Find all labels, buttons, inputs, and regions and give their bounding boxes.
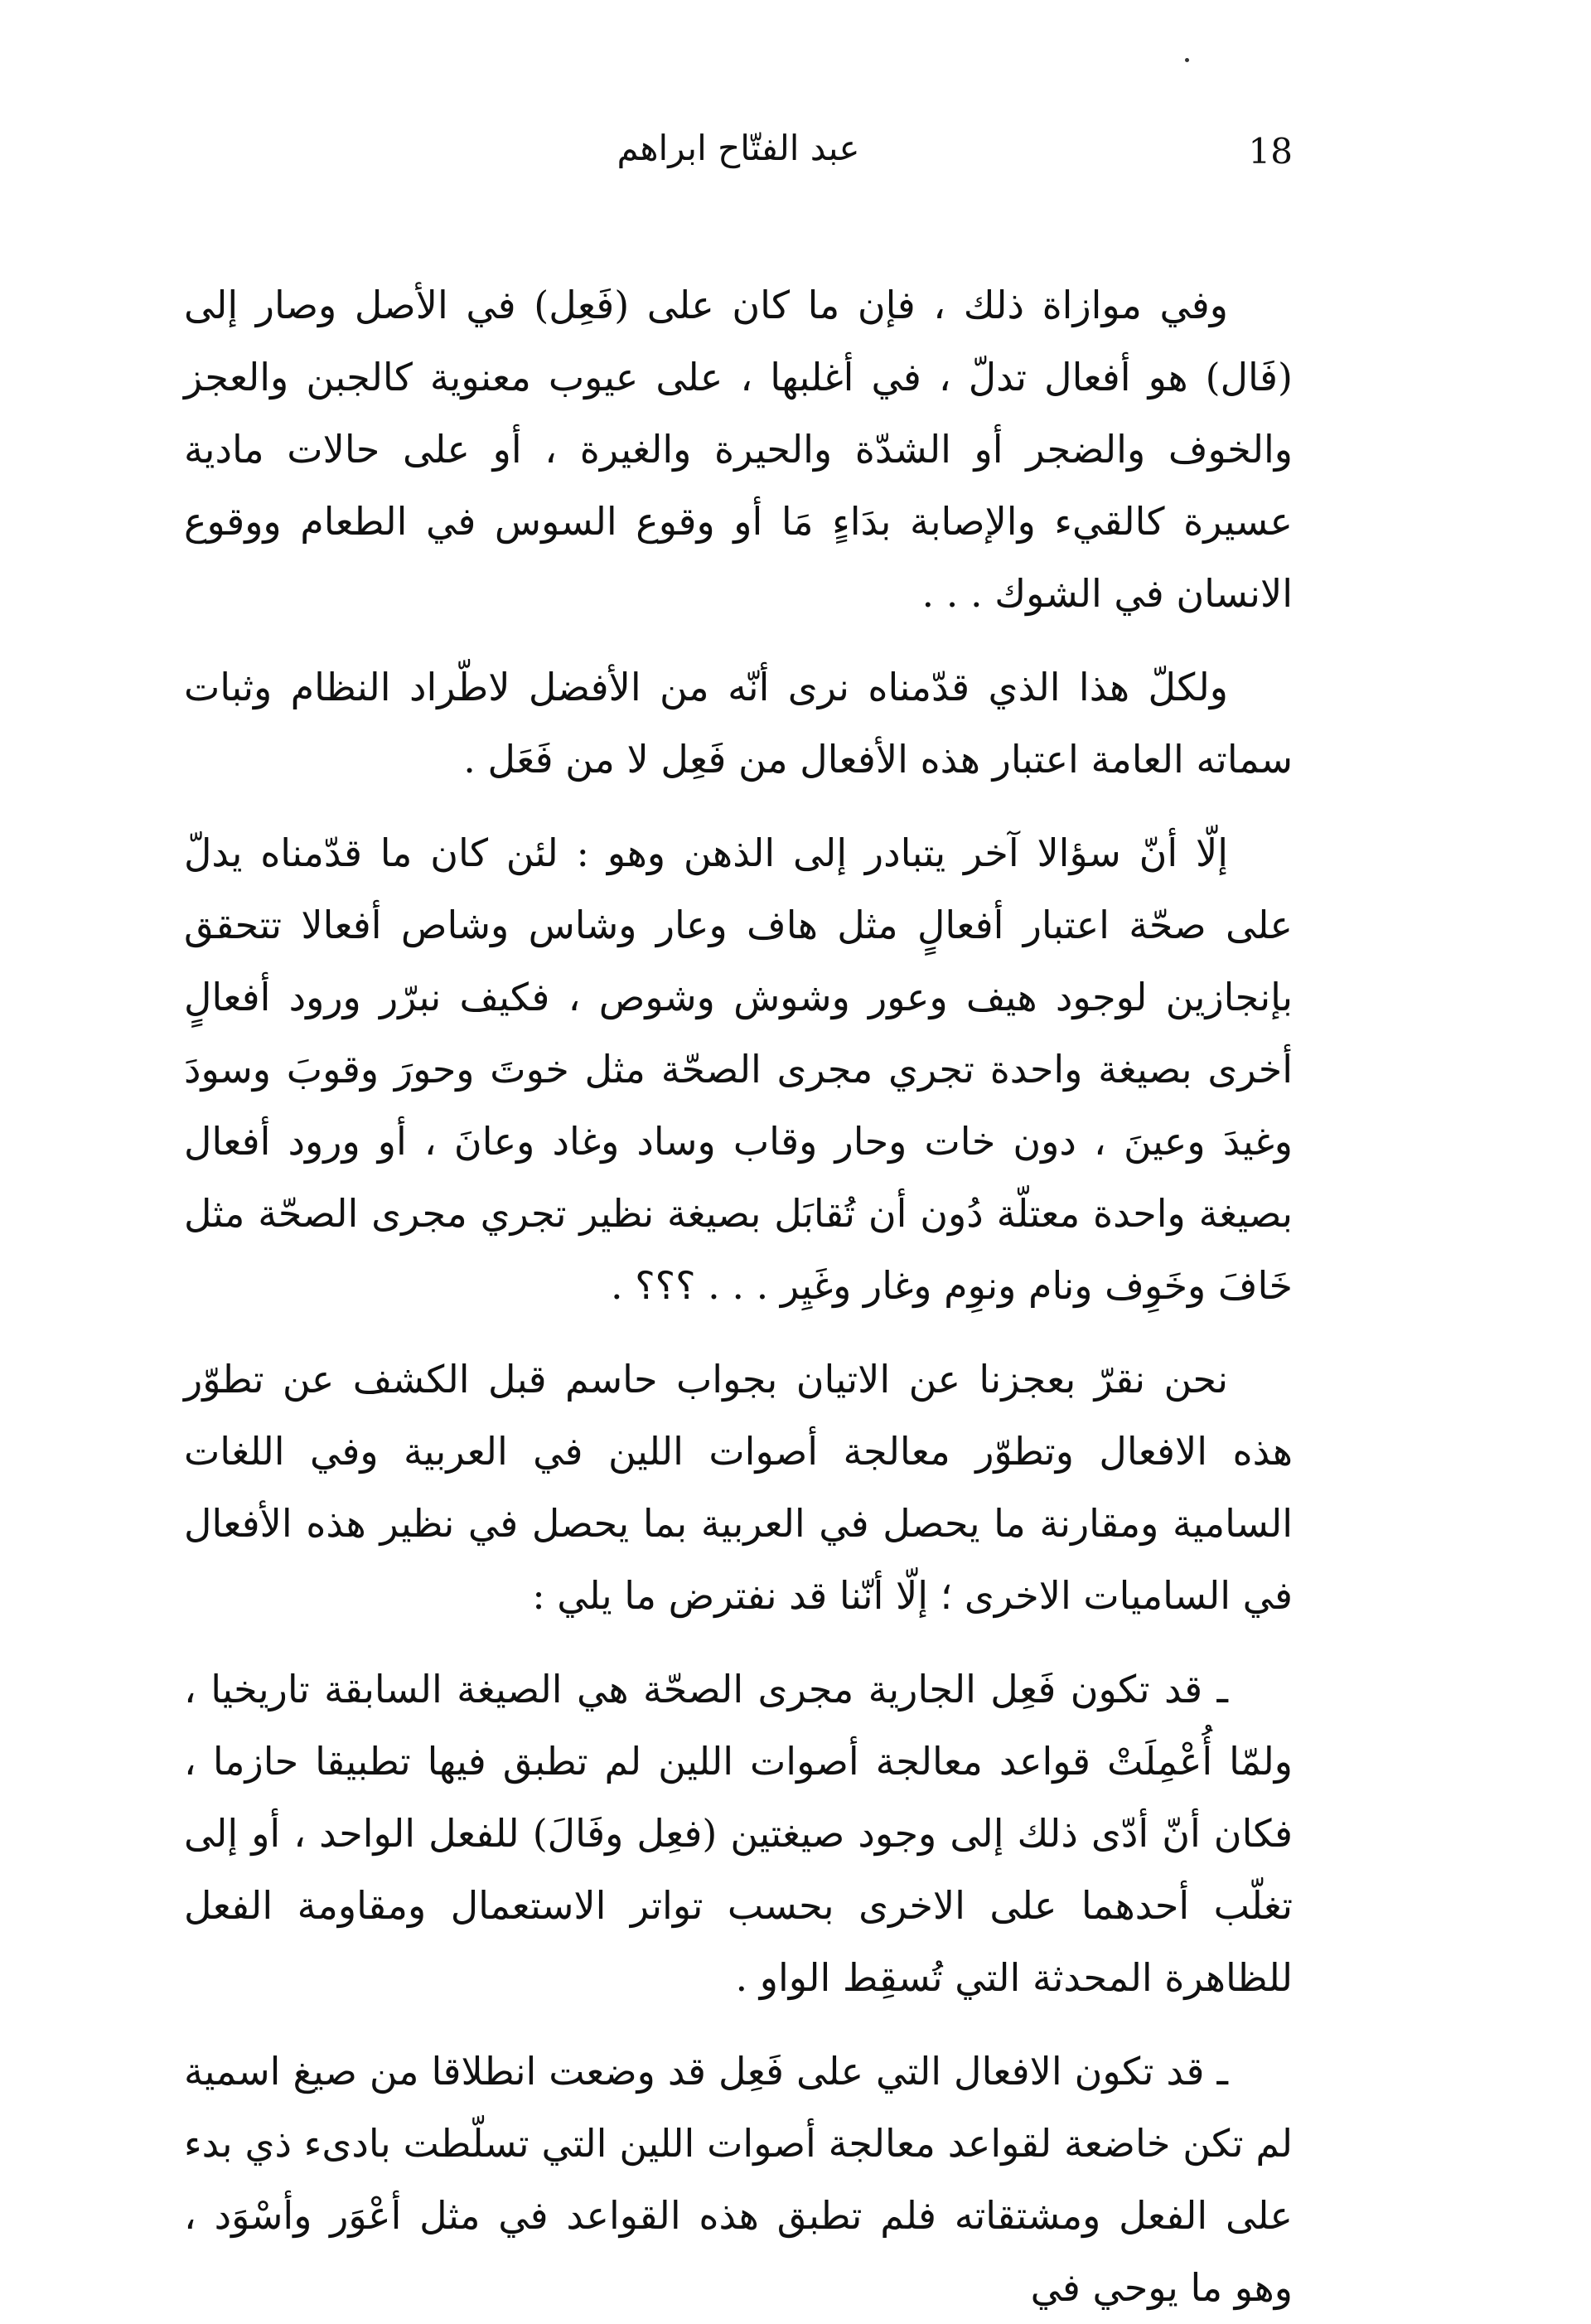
paragraph: إلّا أنّ سؤالا آخر يتبادر إلى الذهن وهو : لئن كان ما قدّمناه يدلّ على صحّة اعتبار أفعالٍ مثل هاف وعار وشاس وشاص أفعالا تتحقق بإنجازين لوجود هيف وعور وشوش وشوص ، فكيف نبرّر ورود أفعالٍ أخرى بصيغة واحدة تجري مجرى الصحّة مثل خوتَ وحورَ وقوبَ وسودَ وغيدَ وعينَ ، دون خات وحار وقاب وساد وغاد وعانَ ، أو ورود أفعال بصيغة واحدة معتلّة دُون أن تُقابَل بصيغة نظير تجري مجرى الصحّة مثل خَافَ وخَوِف ونام ونوِم وغار وغَيِر . . . ؟؟؟ . xyxy=(184,830,1293,1308)
page-header xyxy=(184,124,1293,191)
paragraph: ولكلّ هذا الذي قدّمناه نرى أنّه من الأفضل لاطّراد النظام وثبات سماته العامة اعتبار هذه الأفعال من فَعِل لا من فَعَل . xyxy=(184,665,1293,782)
page-number: 18 xyxy=(1248,131,1293,172)
running-head: عبد الفتّاح ابراهم xyxy=(617,128,860,168)
paragraph: وفي موازاة ذلك ، فإن ما كان على (فَعِل) في الأصل وصار إلى (فَال) هو أفعال تدلّ ، في أغلبها ، على عيوب معنوية كالجبن والعجز والخوف والضجر أو الشدّة والحيرة والغيرة ، أو على حالات مادية عسيرة كالقيء والإصابة بدَاءٍ مَا أو وقوع السوس في الطعام ووقوع الانسان في الشوك . . . xyxy=(184,283,1293,616)
body-text xyxy=(184,269,1293,2324)
paragraph: ـ قد تكون فَعِل الجارية مجرى الصحّة هي الصيغة السابقة تاريخيا ، ولمّا أُعْمِلَتْ قواعد معالجة أصوات اللين لم تطبق فيها تطبيقا حازما ، فكان أنّ أدّى ذلك إلى وجود صيغتين (فعِل وفَالَ) للفعل الواحد ، أو إلى تغلّب أحدهما على الاخرى بحسب تواتر الاستعمال ومقاومة الفعل للظاهرة المحدثة التي تُسقِط الواو . xyxy=(184,1667,1293,2000)
paragraph: ـ قد تكون الافعال التي على فَعِل قد وضعت انطلاقا من صيغ اسمية لم تكن خاضعة لقواعد معالجة أصوات اللين التي تسلّطت بادىء ذي بدء على الفعل ومشتقاته فلم تطبق هذه القواعد في مثل أعْوَر وأسْوَد ، وهو ما يوحي في xyxy=(184,2049,1293,2310)
print-speck xyxy=(1185,58,1189,62)
paragraph: نحن نقرّ بعجزنا عن الاتيان بجواب حاسم قبل الكشف عن تطوّر هذه الافعال وتطوّر معالجة أصوات اللين في العربية وفي اللغات السامية ومقارنة ما يحصل في العربية بما يحصل في نظير هذه الأفعال في الساميات الاخرى ؛ إلّا أنّنا قد نفترض ما يلي : xyxy=(184,1357,1293,1618)
